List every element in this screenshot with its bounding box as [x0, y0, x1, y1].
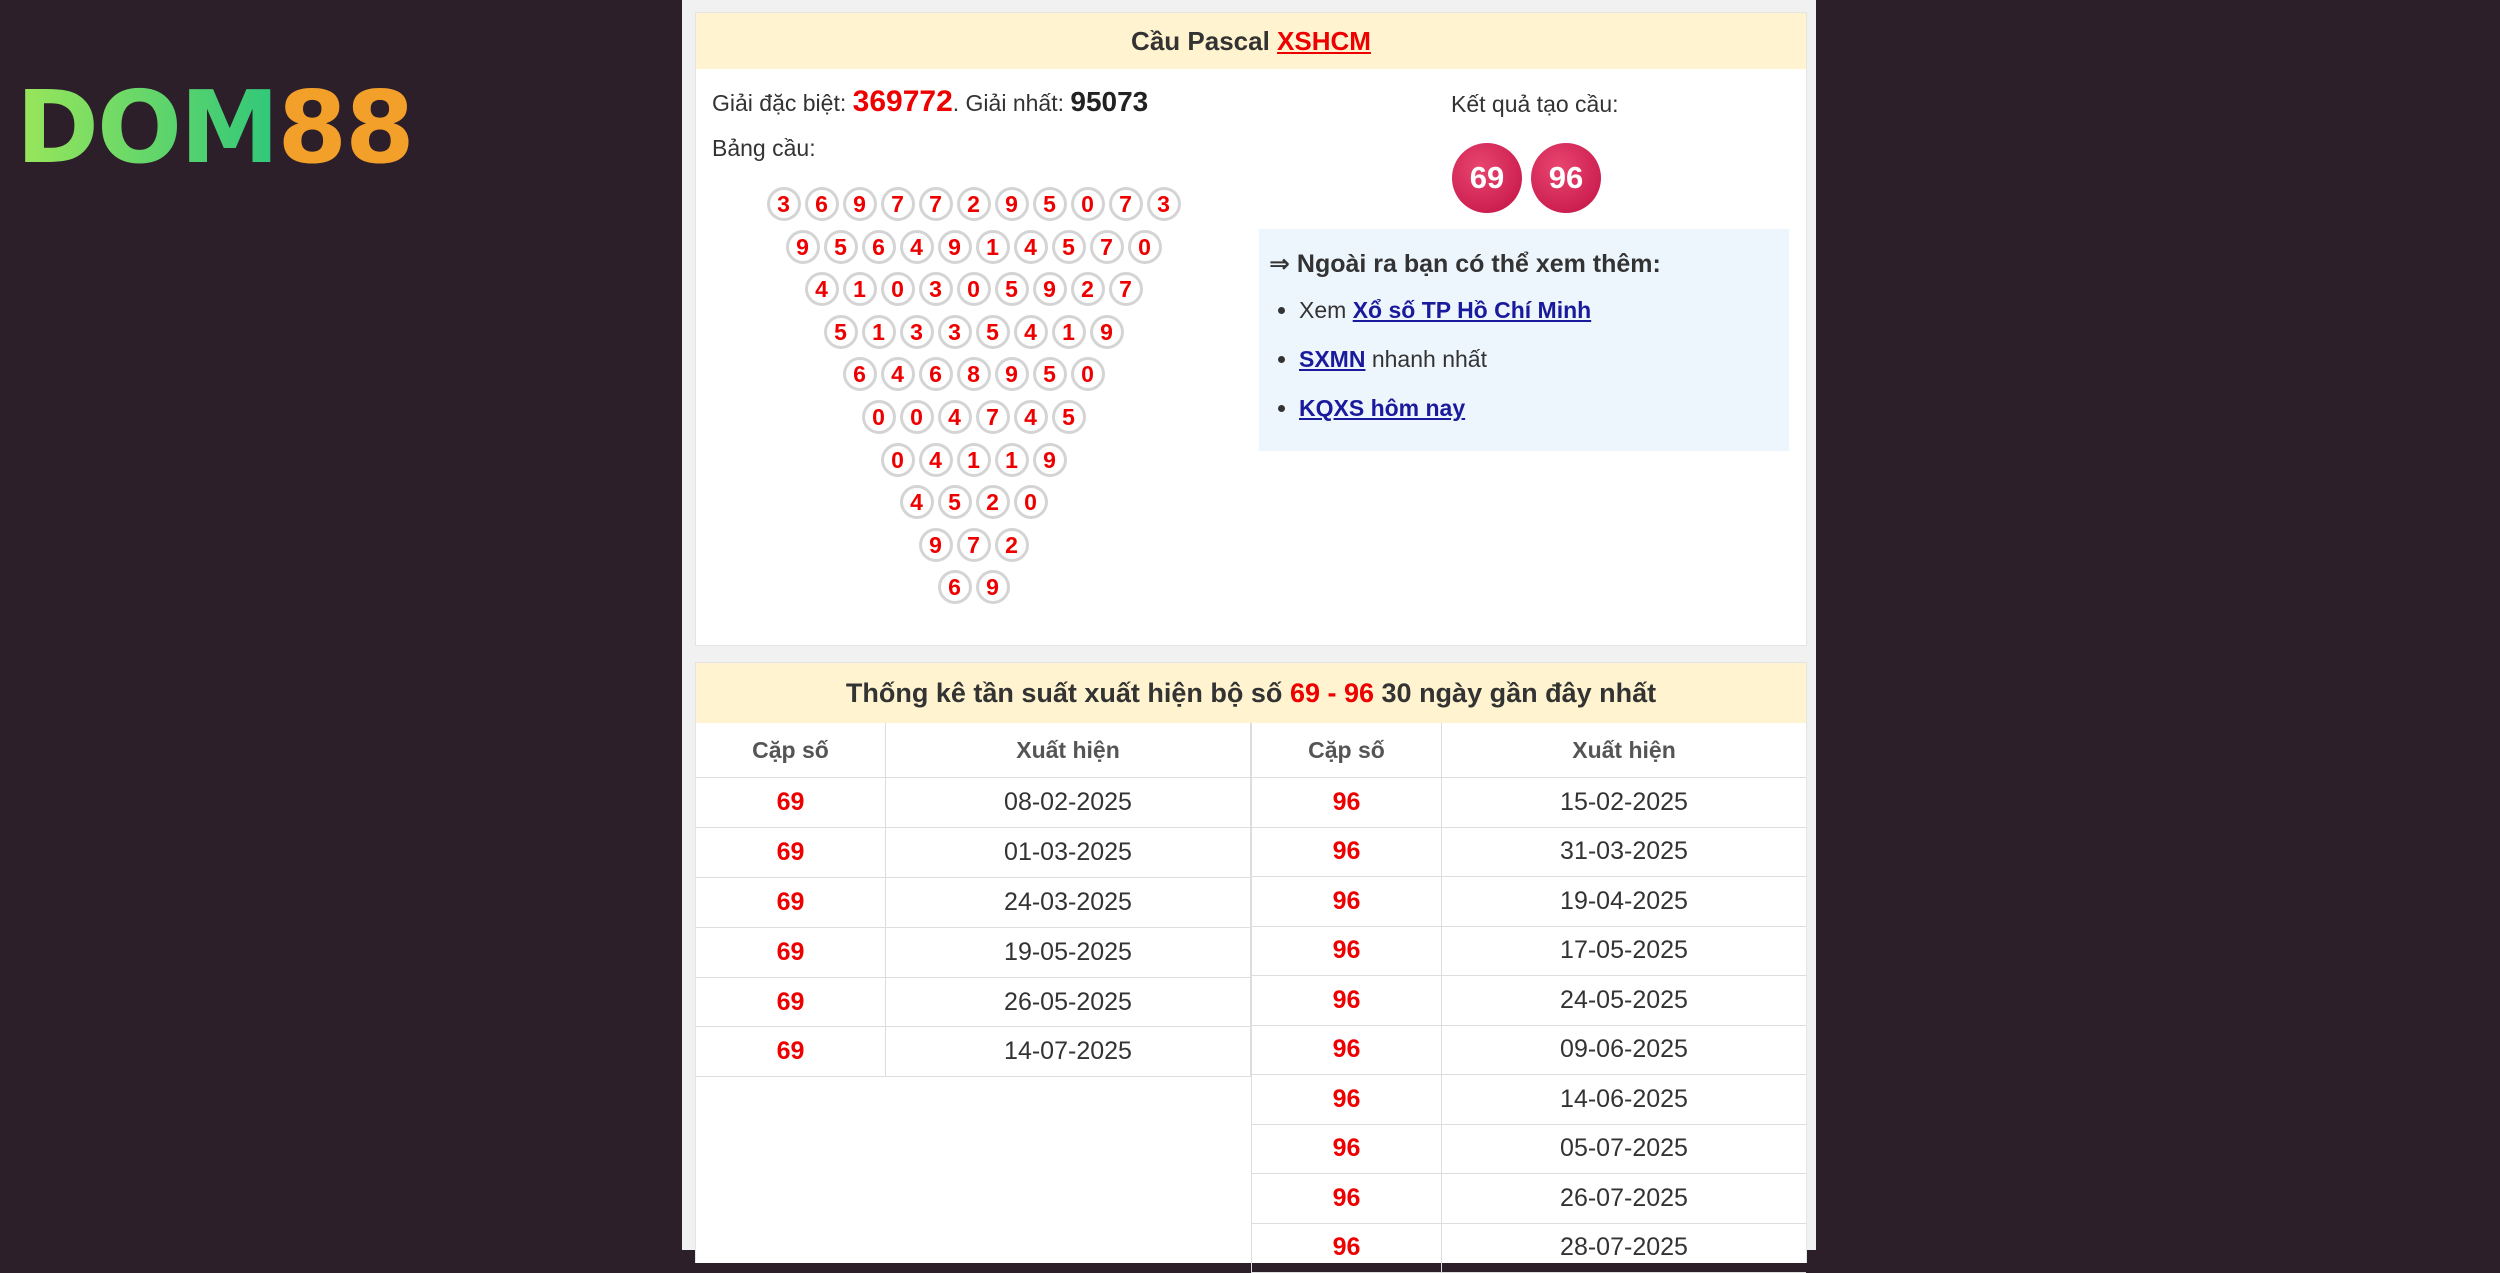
- triangle-digit: 5: [1033, 187, 1067, 221]
- kqxs-today-link[interactable]: KQXS hôm nay: [1299, 395, 1466, 421]
- pair-cell: 69: [696, 877, 886, 927]
- triangle-digit: 0: [1071, 187, 1105, 221]
- result-label: Kết quả tạo cầu:: [1451, 91, 1619, 117]
- triangle-digit: 4: [919, 443, 953, 477]
- triangle-digit: 1: [976, 230, 1010, 264]
- triangle-digit: 4: [900, 485, 934, 519]
- triangle-digit: 4: [881, 357, 915, 391]
- pair-cell: 69: [696, 827, 886, 877]
- triangle-digit: 3: [919, 272, 953, 306]
- date-cell: 08-02-2025: [886, 778, 1251, 828]
- triangle-digit: 4: [938, 400, 972, 434]
- pair-cell: 96: [1252, 1075, 1442, 1125]
- triangle-digit: 1: [862, 315, 896, 349]
- date-cell: 26-05-2025: [886, 977, 1251, 1027]
- triangle-digit: 5: [824, 230, 858, 264]
- triangle-digit: 5: [1052, 400, 1086, 434]
- table-row: [1252, 1124, 1807, 1174]
- triangle-digit: 7: [1109, 272, 1143, 306]
- pair-cell: 96: [1252, 1025, 1442, 1075]
- triangle-digit: 8: [957, 357, 991, 391]
- date-cell: 15-02-2025: [1442, 778, 1807, 828]
- pascal-title-text: Cầu Pascal: [1131, 26, 1270, 56]
- date-cell: 26-07-2025: [1442, 1174, 1807, 1224]
- triangle-row: [696, 570, 1251, 613]
- frequency-card: [695, 662, 1807, 1263]
- see-more-suffix: nhanh nhất: [1365, 346, 1487, 372]
- see-more-item: [1299, 293, 1779, 342]
- pascal-card: [695, 12, 1807, 646]
- triangle-row: [696, 315, 1251, 358]
- table-row: [696, 1224, 1251, 1273]
- triangle-digit: 9: [1033, 443, 1067, 477]
- triangle-digit: 5: [1033, 357, 1067, 391]
- frequency-title: [696, 663, 1806, 723]
- result-ball: 96: [1531, 143, 1601, 213]
- triangle-digit: 9: [786, 230, 820, 264]
- triangle-digit: 0: [1128, 230, 1162, 264]
- triangle-digit: 0: [1071, 357, 1105, 391]
- pair-cell: 96: [1252, 1223, 1442, 1273]
- triangle-digit: 0: [881, 272, 915, 306]
- triangle-digit: 7: [1090, 230, 1124, 264]
- pair-cell: 96: [1252, 827, 1442, 877]
- frequency-title-pair: 69 - 96: [1289, 678, 1375, 708]
- triangle-digit: 5: [938, 485, 972, 519]
- triangle-digit: 9: [995, 357, 1029, 391]
- pascal-triangle: [696, 187, 1251, 613]
- triangle-digit: 7: [919, 187, 953, 221]
- triangle-digit: 5: [976, 315, 1010, 349]
- see-more-item: [1299, 342, 1779, 391]
- triangle-digit: 6: [805, 187, 839, 221]
- see-more-item: [1299, 391, 1779, 440]
- triangle-row: [696, 485, 1251, 528]
- table-row: [1252, 976, 1807, 1026]
- triangle-digit: 0: [881, 443, 915, 477]
- date-cell: 31-03-2025: [1442, 827, 1807, 877]
- triangle-digit: 4: [1014, 230, 1048, 264]
- table-row: [1252, 827, 1807, 877]
- triangle-digit: 7: [957, 528, 991, 562]
- triangle-digit: 9: [976, 570, 1010, 604]
- triangle-row: [696, 400, 1251, 443]
- triangle-digit: 4: [805, 272, 839, 306]
- date-cell: 19-05-2025: [886, 927, 1251, 977]
- frequency-table-69: [696, 723, 1251, 1273]
- triangle-digit: 0: [1014, 485, 1048, 519]
- logo-text-88: 88: [277, 69, 413, 186]
- triangle-digit: 9: [1033, 272, 1067, 306]
- table-row: [1252, 1075, 1807, 1125]
- frequency-table-96: [1251, 723, 1806, 1273]
- empty-cell: [696, 1126, 1251, 1175]
- triangle-digit: 1: [957, 443, 991, 477]
- triangle-digit: 3: [1147, 187, 1181, 221]
- result-balls: [1452, 143, 1610, 213]
- col-header-pair: Cặp số: [1252, 723, 1442, 778]
- triangle-digit: 4: [1014, 315, 1048, 349]
- triangle-row: [696, 357, 1251, 400]
- triangle-row: [696, 528, 1251, 571]
- triangle-digit: 4: [900, 230, 934, 264]
- triangle-digit: 3: [900, 315, 934, 349]
- date-cell: 17-05-2025: [1442, 926, 1807, 976]
- pair-cell: 69: [696, 1027, 886, 1077]
- triangle-digit: 6: [862, 230, 896, 264]
- table-row: [1252, 778, 1807, 828]
- triangle-digit: 9: [919, 528, 953, 562]
- triangle-digit: 7: [1109, 187, 1143, 221]
- triangle-digit: 0: [957, 272, 991, 306]
- frequency-tables: [696, 723, 1806, 1273]
- xshcm-link[interactable]: XSHCM: [1277, 26, 1371, 56]
- table-row: [696, 1126, 1251, 1175]
- triangle-digit: 5: [1052, 230, 1086, 264]
- first-prize-label: Giải nhất:: [965, 90, 1064, 116]
- triangle-digit: 2: [957, 187, 991, 221]
- triangle-digit: 9: [1090, 315, 1124, 349]
- triangle-digit: 7: [881, 187, 915, 221]
- frequency-title-prefix: Thống kê tần suất xuất hiện bộ số: [845, 678, 1283, 708]
- date-cell: 09-06-2025: [1442, 1025, 1807, 1075]
- table-row: [696, 827, 1251, 877]
- date-cell: 24-05-2025: [1442, 976, 1807, 1026]
- table-row: [696, 877, 1251, 927]
- empty-cell: [696, 1077, 1251, 1126]
- triangle-digit: 3: [938, 315, 972, 349]
- special-prize-value: 369772: [852, 85, 953, 118]
- date-cell: 05-07-2025: [1442, 1124, 1807, 1174]
- pair-cell: 96: [1252, 778, 1442, 828]
- frequency-title-suffix: 30 ngày gần đây nhất: [1381, 678, 1657, 708]
- dom88-logo[interactable]: [16, 69, 413, 186]
- triangle-digit: 9: [938, 230, 972, 264]
- table-row: [696, 977, 1251, 1027]
- triangle-digit: 0: [900, 400, 934, 434]
- triangle-digit: 9: [995, 187, 1029, 221]
- pair-cell: 69: [696, 778, 886, 828]
- triangle-row: [696, 230, 1251, 273]
- see-more-title: ⇒ Ngoài ra bạn có thể xem thêm:: [1269, 250, 1661, 278]
- table-row: [696, 1175, 1251, 1224]
- table-row: [696, 927, 1251, 977]
- bang-cau-label: Bảng cầu:: [712, 135, 816, 161]
- pair-cell: 69: [696, 927, 886, 977]
- content-column: [682, 0, 1816, 1262]
- triangle-digit: 7: [976, 400, 1010, 434]
- table-row: [696, 1027, 1251, 1077]
- triangle-digit: 5: [824, 315, 858, 349]
- triangle-digit: 6: [919, 357, 953, 391]
- empty-cell: [696, 1175, 1251, 1224]
- date-cell: 24-03-2025: [886, 877, 1251, 927]
- logo-text-dom: DOM: [16, 69, 278, 186]
- date-cell: 19-04-2025: [1442, 877, 1807, 927]
- triangle-digit: 0: [862, 400, 896, 434]
- pair-cell: 96: [1252, 926, 1442, 976]
- date-cell: 28-07-2025: [1442, 1223, 1807, 1273]
- triangle-digit: 4: [1014, 400, 1048, 434]
- pair-cell: 96: [1252, 1174, 1442, 1224]
- first-prize-value: 95073: [1070, 86, 1149, 117]
- see-more-list: [1269, 293, 1779, 440]
- col-header-appear: Xuất hiện: [1442, 723, 1807, 778]
- pascal-card-title: [696, 13, 1806, 69]
- prize-info: Giải đặc biệt: 369772. Giải nhất: 95073: [712, 85, 1149, 118]
- table-row: [696, 1077, 1251, 1126]
- pair-cell: 96: [1252, 877, 1442, 927]
- triangle-digit: 6: [938, 570, 972, 604]
- date-cell: 01-03-2025: [886, 827, 1251, 877]
- xo-so-hcm-link[interactable]: Xổ số TP Hồ Chí Minh: [1352, 297, 1592, 323]
- triangle-digit: 2: [1071, 272, 1105, 306]
- see-more-prefix: Xem: [1299, 297, 1353, 323]
- table-row: [1252, 926, 1807, 976]
- triangle-digit: 6: [843, 357, 877, 391]
- triangle-digit: 1: [1052, 315, 1086, 349]
- sxmn-link[interactable]: SXMN: [1299, 346, 1366, 372]
- table-row: [1252, 1223, 1807, 1273]
- triangle-row: [696, 443, 1251, 486]
- triangle-row: [696, 187, 1251, 230]
- empty-cell: [696, 1224, 1251, 1273]
- triangle-digit: 5: [995, 272, 1029, 306]
- see-more-box: [1259, 229, 1789, 451]
- date-cell: 14-07-2025: [886, 1027, 1251, 1077]
- result-ball: 69: [1452, 143, 1522, 213]
- col-header-pair: Cặp số: [696, 723, 886, 778]
- date-cell: 14-06-2025: [1442, 1075, 1807, 1125]
- pair-cell: 69: [696, 977, 886, 1027]
- triangle-digit: 2: [995, 528, 1029, 562]
- triangle-row: [696, 272, 1251, 315]
- pair-cell: 96: [1252, 1124, 1442, 1174]
- table-row: [696, 778, 1251, 828]
- pair-cell: 96: [1252, 976, 1442, 1026]
- triangle-digit: 9: [843, 187, 877, 221]
- table-row: [1252, 1025, 1807, 1075]
- col-header-appear: Xuất hiện: [886, 723, 1251, 778]
- special-prize-label: Giải đặc biệt:: [712, 90, 847, 116]
- triangle-digit: 1: [995, 443, 1029, 477]
- table-row: [1252, 877, 1807, 927]
- triangle-digit: 3: [767, 187, 801, 221]
- triangle-digit: 1: [843, 272, 877, 306]
- triangle-digit: 2: [976, 485, 1010, 519]
- table-row: [1252, 1174, 1807, 1224]
